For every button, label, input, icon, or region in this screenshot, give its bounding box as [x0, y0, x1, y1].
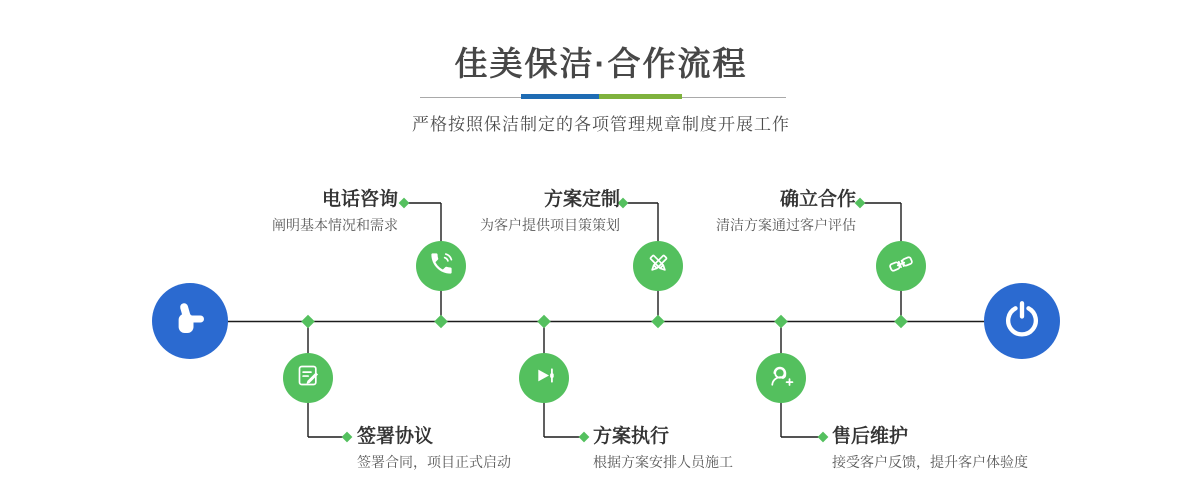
page-subtitle: 严格按照保洁制定的各项管理规章制度开展工作 — [412, 115, 790, 134]
flow-end-node — [984, 283, 1060, 359]
phone-icon — [428, 250, 455, 282]
step-label-phone-consult — [272, 189, 398, 233]
step-title: 售后维护 — [832, 426, 909, 447]
step-label-plan-customize — [480, 189, 620, 233]
step-desc: 清洁方案通过客户评估 — [716, 217, 856, 233]
step-label-plan-execute — [593, 426, 733, 470]
customer-service-icon — [767, 362, 795, 395]
step-node-customer-service — [756, 353, 806, 403]
step-label-establish-cooperation — [716, 189, 856, 233]
step-label-sign-agreement — [357, 426, 511, 470]
step-desc: 签署合同，项目正式启动 — [357, 454, 511, 470]
step-node-play — [519, 353, 569, 403]
flow-start-node — [152, 283, 228, 359]
play-slider-icon — [531, 362, 558, 394]
signed-document-icon — [295, 362, 322, 394]
step-label-after-sales — [832, 426, 1028, 470]
power-icon — [1002, 299, 1042, 344]
step-node-phone — [416, 241, 466, 291]
pencils-icon — [645, 250, 672, 282]
step-title: 方案执行 — [593, 426, 670, 447]
step-node-handshake — [876, 241, 926, 291]
page-title: 佳美保洁·合作流程 — [454, 45, 748, 82]
step-node-pencils — [633, 241, 683, 291]
step-node-signed-document — [283, 353, 333, 403]
step-title: 电话咨询 — [321, 189, 398, 210]
step-title: 方案定制 — [543, 189, 620, 210]
step-desc: 阐明基本情况和需求 — [272, 217, 398, 233]
pointing-hand-icon — [169, 298, 211, 345]
step-title: 确立合作 — [779, 189, 856, 210]
label-diamond-markers — [342, 198, 866, 443]
step-desc: 根据方案安排人员施工 — [593, 454, 733, 470]
step-title: 签署协议 — [357, 426, 434, 447]
step-desc: 接受客户反馈，提升客户体验度 — [832, 454, 1028, 470]
step-desc: 为客户提供项目策策划 — [480, 217, 620, 233]
handshake-icon — [887, 250, 915, 283]
